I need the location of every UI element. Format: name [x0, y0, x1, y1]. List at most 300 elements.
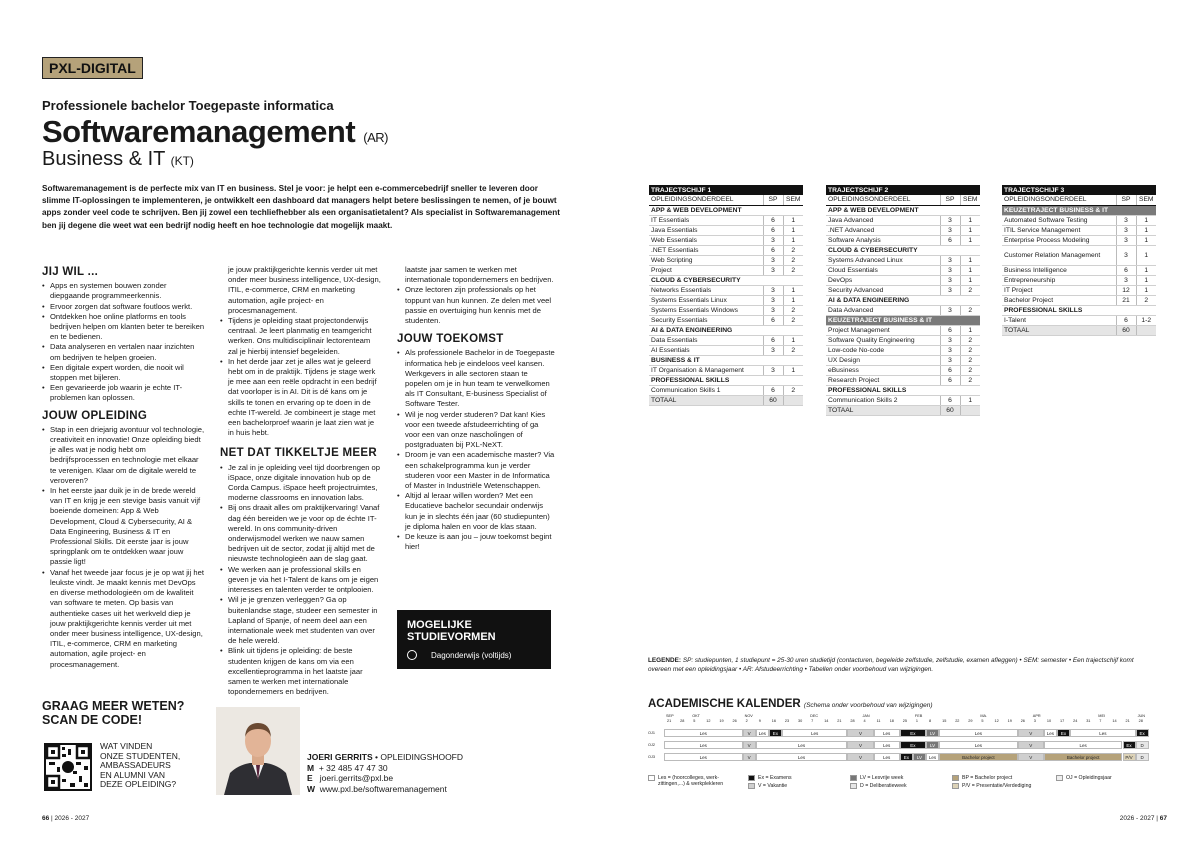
calendar-day: 5: [693, 719, 696, 723]
course-sem: 1: [960, 395, 980, 405]
course-sp: 3: [940, 355, 960, 365]
calendar-day: 31: [1086, 719, 1091, 723]
course-row: [826, 395, 980, 405]
page-year: 2026 - 2027 |: [1119, 815, 1158, 822]
calendar-day: 12: [706, 719, 711, 723]
course-name: Security Advanced: [826, 285, 940, 295]
course-sem: 1: [1136, 235, 1156, 245]
page-number-right: [1120, 815, 1167, 822]
calendar-cell-v: V: [847, 753, 873, 761]
course-name: Systems Essentials Windows: [649, 305, 763, 315]
track-title: TRAJECTSCHIJF 2: [826, 185, 980, 195]
column-3: [397, 265, 555, 552]
calendar-month: MEI: [1098, 714, 1106, 718]
page-title: [42, 114, 388, 150]
section-row: [826, 385, 980, 395]
calendar-cell-v: V: [743, 741, 756, 749]
list-item: • Blink uit tijdens je opleiding: de beste studenten krijgen de kans om via een excellentieprogramma in het laatste jaar samen te werken met internationale topondernemers en bedrijven.: [220, 646, 382, 697]
course-sp: 3: [940, 335, 960, 345]
course-sem: 1: [783, 225, 803, 235]
jijwil-list: [42, 281, 205, 403]
list-item: • We werken aan je professional skills en geven je via het I-Talent de kans om je eigen interesses en talenten verder te ontplooien.: [220, 565, 382, 596]
calendar-title: [648, 698, 933, 710]
section-row: [826, 245, 980, 255]
calendar-row-label: OJ3: [648, 755, 655, 759]
course-name: Enterprise Process Modeling: [1002, 235, 1116, 245]
col-header: SEM: [783, 195, 803, 205]
section-row: [826, 205, 980, 215]
contact-phone[interactable]: + 32 485 47 47 30: [318, 762, 388, 773]
calendar-month: JAN: [862, 714, 870, 718]
course-sem: 2: [960, 285, 980, 295]
web-label: W: [307, 783, 316, 794]
course-name: .NET Advanced: [826, 225, 940, 235]
course-name: Cloud Essentials: [826, 265, 940, 275]
course-sem: 2: [783, 385, 803, 395]
calendar-row-label: OJ1: [648, 731, 655, 735]
course-sem: 2: [1136, 295, 1156, 305]
course-sem: 2: [783, 255, 803, 265]
qr-code-icon: [46, 745, 90, 789]
legend-item-text: D = Deliberatieweek: [860, 783, 907, 789]
study-modes-box: [397, 610, 551, 669]
total-label: TOTAAL: [826, 405, 940, 415]
total-value: 60: [763, 395, 783, 405]
total-label: TOTAAL: [1002, 325, 1116, 335]
course-name: Networks Essentials: [649, 285, 763, 295]
course-row: [1002, 215, 1156, 225]
course-sem: 2: [783, 305, 803, 315]
calendar-legend-item: [1056, 775, 1156, 781]
legend-swatch: [1056, 775, 1063, 781]
course-sem: 1: [960, 215, 980, 225]
course-row: [649, 335, 803, 345]
calendar-day: 4: [863, 719, 866, 723]
contact-role: OPLEIDINGSHOOFD: [380, 752, 464, 762]
table-header-row: [1002, 195, 1156, 205]
list-item: • De keuze is aan jou – jouw toekomst begint hier!: [397, 532, 555, 552]
course-sp: 3: [763, 345, 783, 355]
calendar-day: 16: [771, 719, 777, 723]
page-number-left: [42, 815, 89, 822]
calendar-legend-item: [850, 775, 950, 781]
course-row: [649, 295, 803, 305]
course-sem: 1: [960, 275, 980, 285]
calendar-cell-v: V: [743, 729, 756, 737]
course-row: [1002, 235, 1156, 245]
list-item: • Data analyseren en vertalen naar inzichten om bedrijven te helpen groeien.: [42, 342, 205, 362]
course-sem: 1: [783, 335, 803, 345]
calendar-day: 21: [1125, 719, 1130, 723]
course-name: UX Design: [826, 355, 940, 365]
course-name: Java Essentials: [649, 225, 763, 235]
calendar-day: 24: [1073, 719, 1078, 723]
calendar-cell-les: Les: [939, 729, 1018, 737]
course-row: [826, 375, 980, 385]
calendar-day: 5: [981, 719, 984, 723]
legend-item-text: LV = Lesvrije week: [860, 775, 904, 781]
course-row: [826, 365, 980, 375]
calendar-legend-item: [952, 783, 1052, 789]
intro-paragraph: Softwaremanagement is de perfecte mix van IT en business. Stel je voor: je helpt een e-commercebedrijf sneller te leveren door slimme IT-oplossingen te implementeren, je ontwikkelt een dashboard dat managers helpt betere beslissingen te nemen, of je bouwt apps zonder veel code te schrijven. Ben jij zowel een techliefhebber als een organisatietalent? Als specialist in Softwaremanagement ben jij degene die weet wat een bedrijf nodig heeft en hoe technologie dat mogelijk maakt.: [42, 184, 560, 230]
course-name: Systems Essentials Linux: [649, 295, 763, 305]
calendar-cell-bp: Bachelor project: [1044, 753, 1123, 761]
subtitle-text: Business & IT: [42, 148, 166, 170]
opleiding-list-b: [220, 265, 382, 438]
course-sp: 3: [763, 235, 783, 245]
course-name: IT Project: [1002, 285, 1116, 295]
course-sp: 3: [1116, 275, 1136, 285]
list-item: • Stap in een driejarig avontuur vol technologie, creativiteit en innovatie! Onze opleiding biedt je alles wat je nodig hebt om bedrijfsprocessen en technologie met elkaar te verenigen. Klaar om de digitale wereld te veroveren?: [42, 425, 205, 486]
course-name: Research Project: [826, 375, 940, 385]
calendar-day: 22: [955, 719, 960, 723]
course-sp: 6: [940, 375, 960, 385]
calendar-day: 2: [745, 719, 748, 723]
calendar-cell-les: Les: [664, 741, 743, 749]
course-sp: 6: [763, 215, 783, 225]
calendar-cell-les: Les: [756, 753, 848, 761]
course-name: Project Management: [826, 325, 940, 335]
toekomst-list: [397, 348, 555, 552]
course-sp: 3: [763, 285, 783, 295]
col-header: OPLEIDINGSONDERDEEL: [1002, 195, 1116, 205]
contact-name: JOERI GERRITS: [307, 752, 373, 762]
table-header-row: [649, 195, 803, 205]
calendar-cell-les: Les: [1070, 729, 1136, 737]
legend-swatch: [748, 783, 755, 789]
course-sem: 1: [783, 285, 803, 295]
course-sp: 3: [940, 285, 960, 295]
table-title-row: [1002, 185, 1156, 195]
calendar-cell-les: Les: [926, 753, 939, 761]
list-item: • Droom je van een academische master? Via een schakelprogramma kun je verder studeren voor een Master in de Informatica of Master in Industriële Wetenschappen.: [397, 450, 555, 491]
modes-option-label: Dagonderwijs (voltijds): [431, 650, 512, 660]
calendar-cell-v: V: [847, 729, 873, 737]
calendar-legend-item: [952, 775, 1052, 781]
modes-title-2: STUDIEVORMEN: [407, 631, 496, 643]
calendar-note: (Schema onder voorbehoud van wijzigingen): [803, 702, 933, 709]
section-row: [1002, 205, 1156, 215]
calendar-cell-ex: Ex: [1123, 741, 1136, 749]
col-header: SEM: [960, 195, 980, 205]
track-table-2: [826, 185, 980, 416]
modes-option[interactable]: [407, 650, 541, 660]
calendar-legend-item: [748, 775, 848, 781]
total-row: [649, 395, 803, 405]
course-row: [826, 335, 980, 345]
calendar-cell-d: D: [1136, 753, 1149, 761]
course-row: [1002, 315, 1156, 325]
list-item: • In het eerste jaar duik je in de brede wereld van IT en krijg je een stevige basis vanuit vijf boeiende domeinen: App & Web Development, Cloud & Cybersecurity, AI & Data Engineering, Business & IT en Professional Skills. Dit eerste jaar is jouw springplank om te ontdekken waar jouw passie ligt!: [42, 486, 205, 568]
list-item: • Ontdekken hoe online platforms en tools bedrijven helpen om klanten beter te bereiken en te bedienen.: [42, 312, 205, 343]
course-row: [1002, 295, 1156, 305]
subtitle-suffix: (KT): [170, 154, 194, 168]
course-sp: 6: [1116, 265, 1136, 275]
course-sem: 1: [960, 225, 980, 235]
section-label: APP & WEB DEVELOPMENT: [826, 205, 980, 215]
course-name: .NET Essentials: [649, 245, 763, 255]
legend-item-text: OJ = Opleidingsjaar: [1066, 775, 1112, 781]
calendar-legend-item: [748, 783, 848, 789]
course-sp: 6: [940, 235, 960, 245]
course-sp: 6: [940, 395, 960, 405]
calendar-day: 18: [889, 719, 894, 723]
course-sem: 1: [1136, 275, 1156, 285]
list-item: • Vanaf het tweede jaar focus je je op wat jij het leukste vindt. Je maakt kennis met DevOps en diverse methodologieën om de kwaliteit van software te meten. Op basis van authentieke cases uit het werkveld diep je jouw praktijkgerichte kennis verder uit met onder meer business intelligence, UX-design, ITIL, e-commerce, CRM en marketing automation, agile project- en procesmanagement.: [42, 568, 205, 670]
course-sem: 1: [960, 265, 980, 275]
list-item: • Je zal in je opleiding veel tijd doorbrengen op iSpace, onze digitale innovation hub op de Corda Campus. iSpace heeft projectruimtes, moderne classrooms en innovation labs.: [220, 463, 382, 504]
calendar-day: 21: [667, 719, 672, 723]
course-row: [649, 385, 803, 395]
section-label: PROFESSIONAL SKILLS: [1002, 305, 1156, 315]
calendar-cell-lv: LV: [926, 729, 939, 737]
course-sem: 1: [1136, 265, 1156, 275]
course-name: Project: [649, 265, 763, 275]
kicker: Professionele bachelor Toegepaste informatica: [42, 98, 334, 113]
section-label: KEUZETRAJECT BUSINESS & IT: [1002, 205, 1156, 215]
list-item: • Bij ons draait alles om praktijkervaring! Vanaf dag één bereiden we je voor op de échte IT-wereld. In ons community-driven onderwijsmodel werken we nauw samen bedrijven uit de sector, zodat jij altijd met de nieuwste technologieën aan de slag gaat.: [220, 503, 382, 564]
legend-swatch: [850, 775, 857, 781]
course-name: Software Analysis: [826, 235, 940, 245]
course-row: [826, 355, 980, 365]
course-sem: 1-2: [1136, 315, 1156, 325]
course-name: Web Essentials: [649, 235, 763, 245]
calendar-day: 14: [1112, 719, 1117, 723]
course-sp: 6: [763, 225, 783, 235]
course-row: [826, 275, 980, 285]
list-item-continued: laatste jaar samen te werken met internationale topondernemers en bedrijven.: [405, 265, 554, 285]
calendar-day: 10: [1046, 719, 1052, 723]
calendar-day: 26: [1020, 719, 1025, 723]
course-name: DevOps: [826, 275, 940, 285]
calendar-day: 9: [758, 719, 761, 723]
course-row: [826, 235, 980, 245]
calendar-legend-item: [850, 783, 950, 789]
course-row: [826, 265, 980, 275]
course-sp: 3: [940, 345, 960, 355]
course-row: [649, 285, 803, 295]
list-item: • Een digitale expert worden, die nooit wil stoppen met bijleren.: [42, 363, 205, 383]
calendar-row-label: OJ2: [648, 743, 655, 747]
course-row: [1002, 245, 1156, 265]
legend-item-text: Ex = Examens: [758, 775, 792, 781]
section-label: PROFESSIONAL SKILLS: [649, 375, 803, 385]
calendar-day: 19: [719, 719, 724, 723]
course-name: AI Essentials: [649, 345, 763, 355]
section-label: CLOUD & CYBERSECURITY: [649, 275, 803, 285]
column-1: [42, 263, 205, 670]
cta-line-2: SCAN DE CODE!: [42, 713, 143, 727]
course-name: Data Advanced: [826, 305, 940, 315]
calendar-cell-les: Les: [756, 741, 848, 749]
list-item-continued: je jouw praktijkgerichte kennis verder uit met onder meer business intelligence, UX-design, ITIL, e-commerce, CRM en marketing automation, agile project- en procesmanagement.: [228, 265, 381, 315]
col-header: SP: [940, 195, 960, 205]
calendar-day: 8: [929, 719, 932, 723]
total-value: 60: [1116, 325, 1136, 335]
section-row: [649, 275, 803, 285]
course-sp: 6: [1116, 315, 1136, 325]
contact-photo: [216, 707, 300, 795]
calendar-day: 21: [837, 719, 842, 723]
track-table-1: [649, 185, 803, 406]
list-item: • Een gevarieerde job waarin je echte IT-problemen kan oplossen.: [42, 383, 205, 403]
calendar-cell-les: Les: [664, 753, 743, 761]
section-row: [1002, 305, 1156, 315]
course-sem: 2: [960, 305, 980, 315]
brand-tag: PXL-DIGITAL: [42, 57, 143, 79]
course-sem: 1: [783, 235, 803, 245]
course-row: [649, 225, 803, 235]
course-sem: 1: [960, 255, 980, 265]
calendar-cell-ex: Ex: [1136, 729, 1149, 737]
section-label: KEUZETRAJECT BUSINESS & IT: [826, 315, 980, 325]
calendar-month: JUN: [1137, 714, 1145, 718]
jijwil-heading: JIJ WIL ...: [42, 266, 99, 278]
contact-block: JOERI GERRITS • OPLEIDINGSHOOFD M + 32 485 47 47 30 E joeri.gerrits@pxl.be W www.pxl.be/softwaremanagement: [307, 752, 464, 794]
course-sem: 2: [783, 265, 803, 275]
course-sp: 3: [940, 275, 960, 285]
course-sem: 2: [960, 335, 980, 345]
opleiding-list-a: [42, 425, 205, 670]
calendar-cell-lv: LV: [913, 753, 926, 761]
radio-circle-icon: [407, 650, 417, 660]
course-name: Business Intelligence: [1002, 265, 1116, 275]
course-sp: 3: [940, 225, 960, 235]
course-sem: 1: [783, 215, 803, 225]
course-row: [649, 215, 803, 225]
course-row: [826, 255, 980, 265]
course-name: Low-code No-code: [826, 345, 940, 355]
course-name: ITIL Service Management: [1002, 225, 1116, 235]
total-value: 60: [940, 405, 960, 415]
calendar-cell-pv: P/V: [1123, 753, 1136, 761]
calendar-legend: [648, 775, 1158, 797]
calendar-day: 29: [968, 719, 973, 723]
contact-website[interactable]: www.pxl.be/softwaremanagement: [319, 783, 447, 794]
calendar-cell-les: Les: [1044, 741, 1123, 749]
section-label: PROFESSIONAL SKILLS: [826, 385, 980, 395]
calendar-day: 30: [798, 719, 803, 723]
table-title-row: [826, 185, 980, 195]
calendar-cell-ex: Ex: [900, 729, 926, 737]
calendar-day: 12: [994, 719, 999, 723]
calendar-day: 28: [680, 719, 685, 723]
calendar-day: 1: [915, 719, 919, 723]
calendar-month: SEP: [666, 714, 674, 718]
course-name: Web Scripting: [649, 255, 763, 265]
total-row: [1002, 325, 1156, 335]
course-sp: 6: [940, 325, 960, 335]
course-sp: 3: [940, 255, 960, 265]
calendar-cell-les: Les: [1044, 729, 1057, 737]
calendar-day: 25: [902, 719, 908, 723]
qr-caption-line: AMBASSADEURS: [100, 760, 171, 771]
course-sem: 1: [1136, 285, 1156, 295]
table-cell: [960, 405, 980, 415]
qr-code[interactable]: [44, 743, 92, 791]
course-sp: 3: [1116, 225, 1136, 235]
course-sp: 6: [763, 335, 783, 345]
col-header: OPLEIDINGSONDERDEEL: [826, 195, 940, 205]
total-label: TOTAAL: [649, 395, 763, 405]
toekomst-heading: JOUW TOEKOMST: [397, 333, 504, 346]
course-row: [826, 305, 980, 315]
page-year: | 2026 - 2027: [51, 815, 90, 822]
course-name: Communication Skills 1: [649, 385, 763, 395]
academic-calendar: [648, 714, 1158, 766]
course-sem: 1: [783, 365, 803, 375]
list-item: • Wil je je grenzen verleggen? Ga op buitenlandse stage, studeer een semester in Lapland of Spanje, of neem deel aan een internationale week met studenten van over de hele wereld.: [220, 595, 382, 646]
course-name: I-Talent: [1002, 315, 1116, 325]
course-name: Security Essentials: [649, 315, 763, 325]
course-name: Data Essentials: [649, 335, 763, 345]
course-row: [649, 305, 803, 315]
course-name: Java Advanced: [826, 215, 940, 225]
course-name: Systems Advanced Linux: [826, 255, 940, 265]
title-suffix: (AR): [363, 130, 388, 145]
course-sp: 3: [763, 305, 783, 315]
cta-heading: [42, 699, 184, 727]
legend-text: SP: studiepunten, 1 studiepunt = 25-30 uren studietijd (contacturen, begeleide zelfstudie, zelfstudie, examen afleggen) • SEM: semester • Een trajectschijf komt overeen met een opleidingsjaar • AR: Afstudeerrichting • Tabellen onder voorbehoud van wijzigingen.: [648, 657, 1134, 673]
course-sp: 6: [940, 365, 960, 375]
course-row: [1002, 285, 1156, 295]
total-row: [826, 405, 980, 415]
calendar-day: 28: [1138, 719, 1143, 723]
calendar-day: 28: [850, 719, 855, 723]
calendar-cell-les: Les: [664, 729, 743, 737]
legend-item-text: BP = Bachelor project: [962, 775, 1013, 781]
course-row: [649, 315, 803, 325]
legend-item-text: Les = (hoorcolleges, werk-zittingen,...) & werkplekleren: [658, 775, 724, 787]
calendar-cell-les: Les: [874, 741, 900, 749]
course-name: Customer Relation Management: [1002, 245, 1116, 265]
course-sp: 3: [940, 265, 960, 275]
calendar-cell-v: V: [1018, 729, 1044, 737]
list-item: • Apps en systemen bouwen zonder diepgaande programmeerkennis.: [42, 281, 205, 301]
course-sem: 1: [783, 295, 803, 305]
section-row: [649, 205, 803, 215]
course-row: [649, 245, 803, 255]
col-header: SP: [763, 195, 783, 205]
page-num: 66: [42, 815, 50, 822]
contact-email[interactable]: joeri.gerrits@pxl.be: [319, 773, 394, 784]
section-row: [826, 315, 980, 325]
calendar-day: 17: [1060, 719, 1065, 723]
calendar-cell-ex: Ex: [1057, 729, 1070, 737]
course-row: [649, 365, 803, 375]
course-sem: 1: [1136, 245, 1156, 265]
course-sp: 3: [763, 295, 783, 305]
table-header-row: [826, 195, 980, 205]
course-sp: 12: [1116, 285, 1136, 295]
legend-item-text: P/V = Presentatie/Verdediging: [962, 783, 1032, 789]
course-sp: 3: [763, 265, 783, 275]
calendar-cell-ex: Ex: [900, 741, 926, 749]
course-sp: 21: [1116, 295, 1136, 305]
course-name: eBusiness: [826, 365, 940, 375]
list-item: • Als professionele Bachelor in de Toegepaste informatica heb je eindeloos veel kansen. Werkgevers in alle sectoren staan te popelen om je in hun team te verwelkomen als IT Consultant, E-business Specialist of Software Tester.: [397, 348, 555, 409]
course-name: Entrepreneurship: [1002, 275, 1116, 285]
section-row: [649, 375, 803, 385]
col-header: SP: [1116, 195, 1136, 205]
course-sem: 2: [783, 245, 803, 255]
qr-caption-line: WAT VINDEN: [100, 741, 153, 751]
email-label: E: [307, 773, 313, 784]
calendar-day: 15: [942, 719, 947, 723]
legend-label: LEGENDE:: [648, 657, 682, 664]
course-row: [1002, 275, 1156, 285]
course-row: [1002, 225, 1156, 235]
